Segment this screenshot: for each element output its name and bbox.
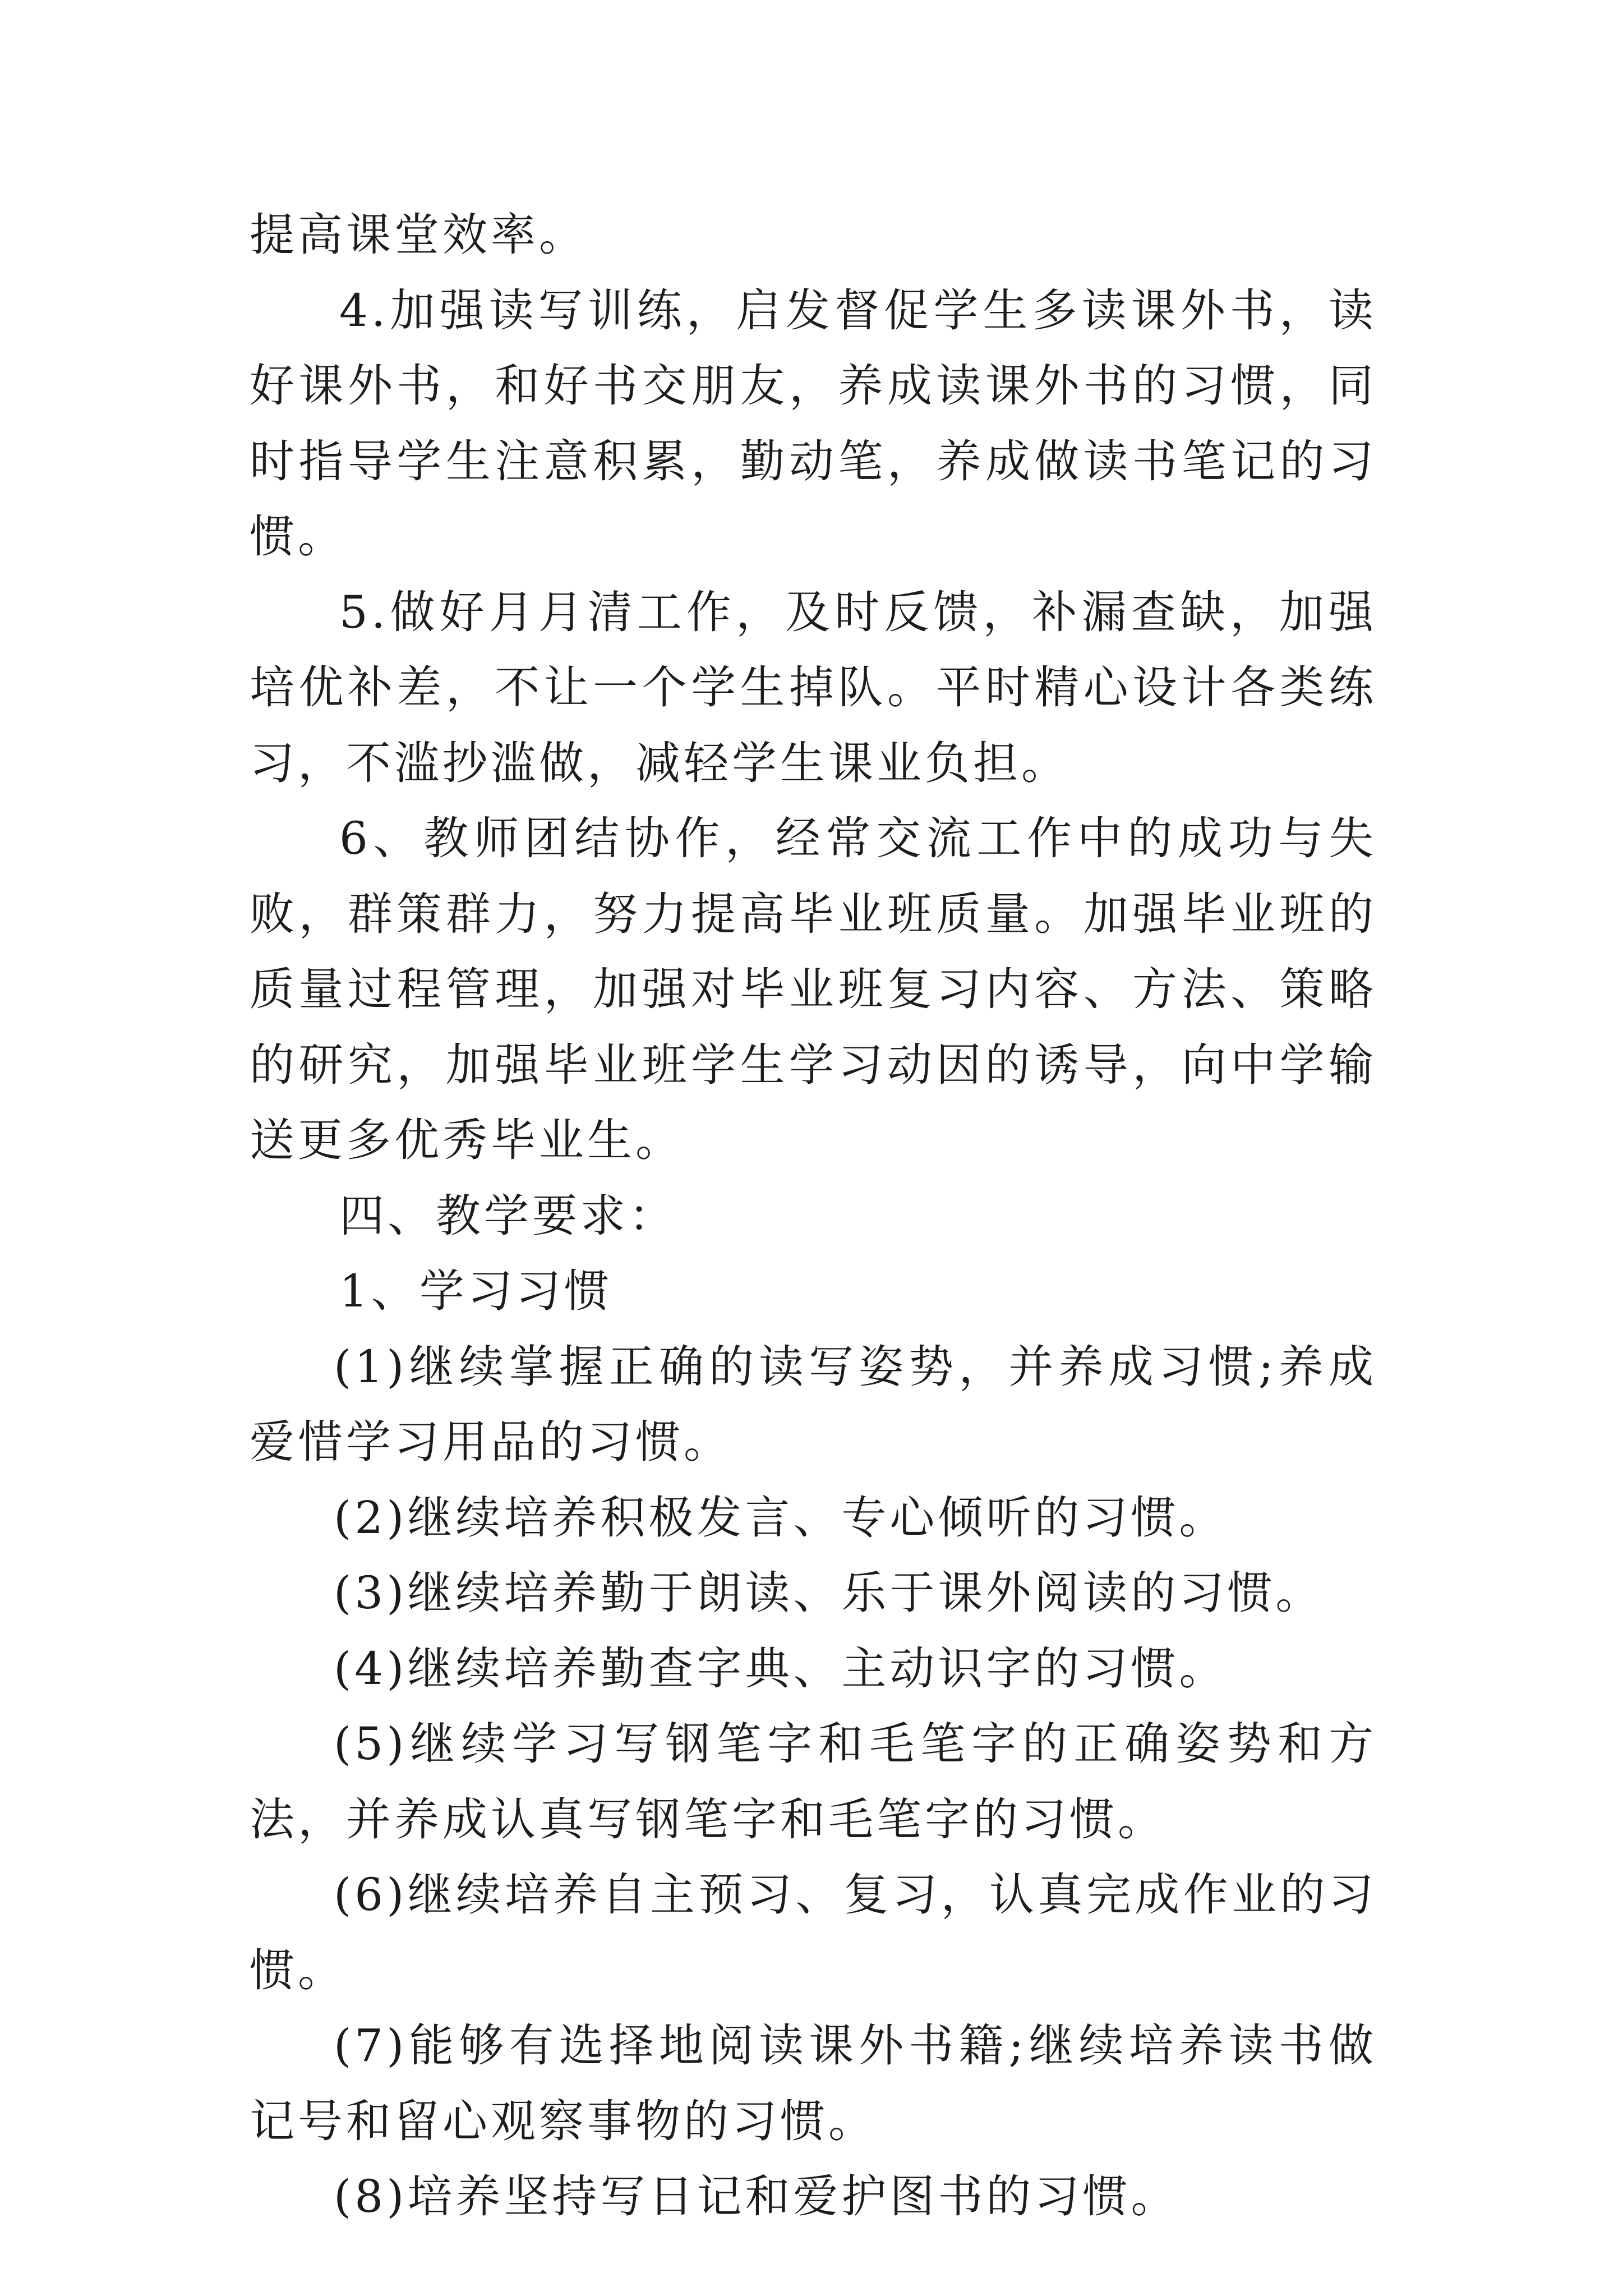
habit-item-2: (2)继续培养积极发言、专心倾听的习惯。	[334, 1491, 1228, 1544]
habit-item-1: (1)继续掌握正确的读写姿势，并养成习惯;养成爱惜学习用品的习惯。	[250, 1340, 1377, 1468]
habit-item-4: (4)继续培养勤查字典、主动识字的习惯。	[334, 1642, 1228, 1695]
habit-item-8: (8)培养坚持写日记和爱护图书的习惯。	[334, 2170, 1179, 2223]
paragraph-continuation: 提高课堂效率。	[250, 209, 587, 261]
section-heading-teaching-requirements: 四、教学要求：	[339, 1189, 677, 1242]
document-body	[250, 197, 1377, 2235]
paragraph-item-6: 6、教师团结协作，经常交流工作中的成功与失败，群策群力，努力提高毕业班质量。加强毕业班的质量过程管理，加强对毕业班复习内容、方法、策略的研究，加强毕业班学生学习动因的诱导，向中学输送更多优秀毕业生。	[250, 812, 1377, 1166]
subheading-study-habits: 1、学习习惯	[339, 1265, 612, 1317]
habit-item-3: (3)继续培养勤于朗读、乐于课外阅读的习惯。	[334, 1567, 1324, 1619]
habit-item-7: (7)能够有选择地阅读课外书籍;继续培养读书做记号和留心观察事物的习惯。	[250, 2019, 1377, 2147]
paragraph-item-4: 4.加强读写训练，启发督促学生多读课外书，读好课外书，和好书交朋友，养成读课外书的习惯，同时指导学生注意积累，勤动笔，养成做读书笔记的习惯。	[250, 284, 1377, 563]
habit-item-5: (5)继续学习写钢笔字和毛笔字的正确姿势和方法，并养成认真写钢笔字和毛笔字的习惯。	[250, 1718, 1377, 1846]
habit-item-6: (6)继续培养自主预习、复习，认真完成作业的习惯。	[250, 1869, 1377, 1996]
paragraph-item-5: 5.做好月月清工作，及时反馈，补漏查缺，加强培优补差，不让一个学生掉队。平时精心设计各类练习，不滥抄滥做，减轻学生课业负担。	[250, 586, 1377, 789]
